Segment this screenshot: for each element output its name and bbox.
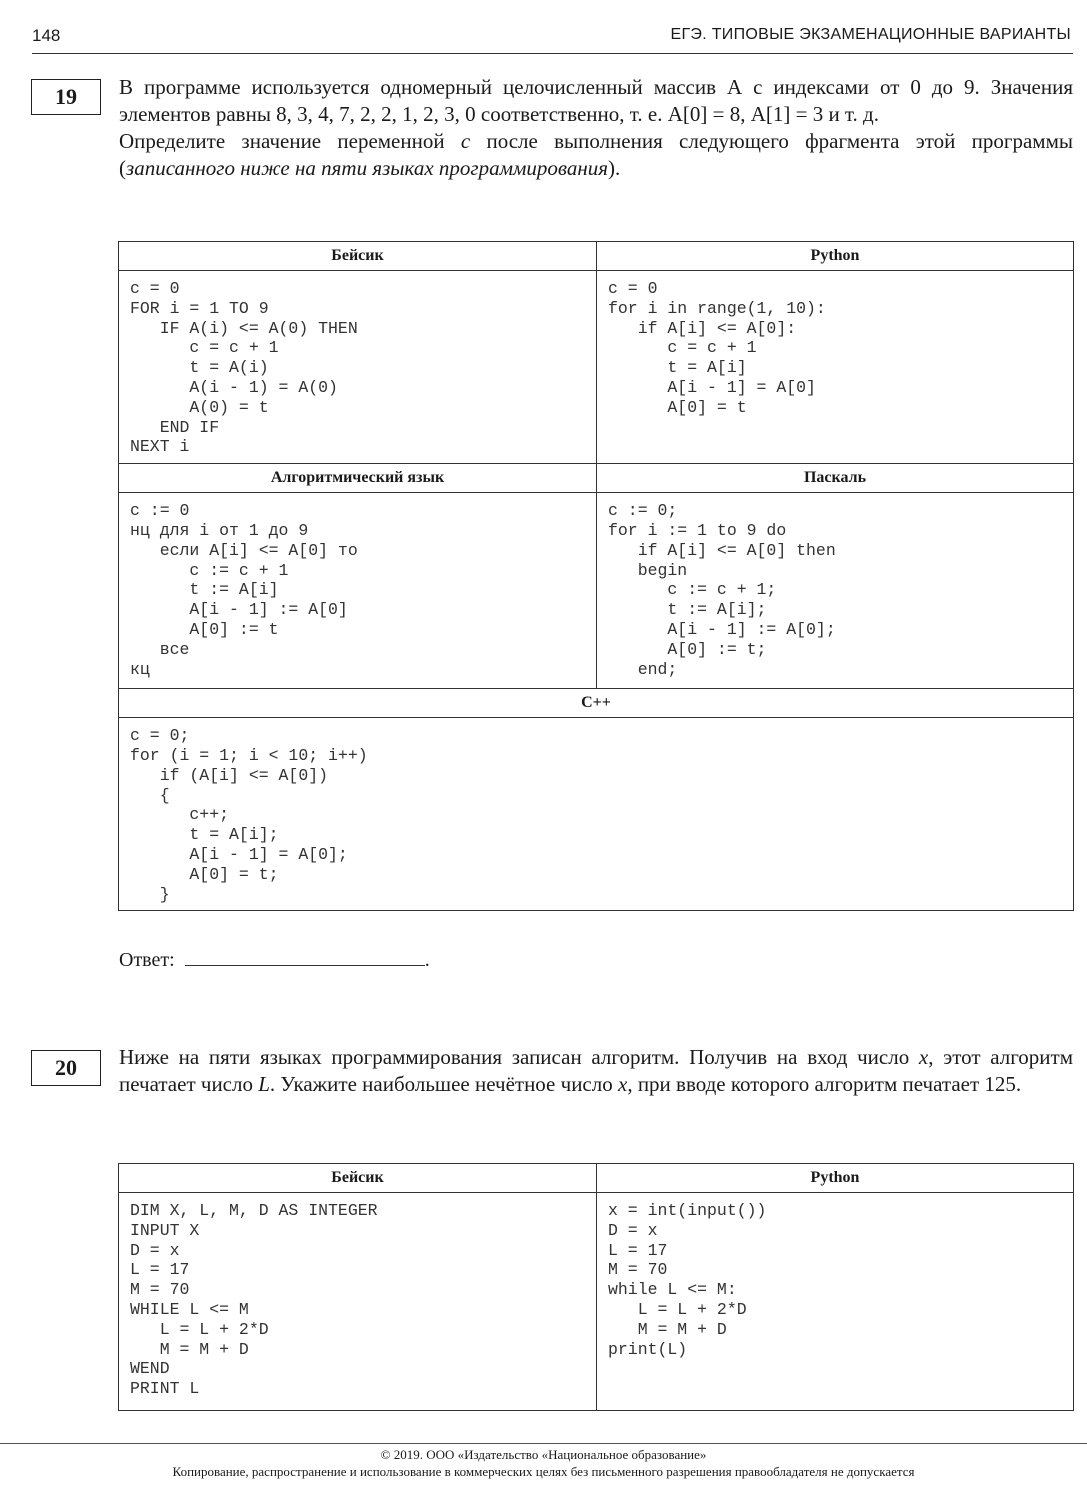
text-run: Определите значение переменной xyxy=(119,129,461,153)
code-python: x = int(input()) D = x L = 17 M = 70 while L <= M: L = L + 2*D M = M + D print(L) xyxy=(608,1201,767,1359)
task-19-paragraph-2 xyxy=(119,128,1073,182)
text-run: Ниже на пяти языках программирования записан алгоритм. Получив на вход число xyxy=(119,1045,919,1069)
italic-note: записанного ниже на пяти языках программирования xyxy=(126,156,609,180)
code-basic: DIM X, L, M, D AS INTEGER INPUT X D = x L = 17 M = 70 WHILE L <= M L = L + 2*D M = M + D WEND PRINT L xyxy=(130,1201,378,1399)
header-basic: Бейсик xyxy=(119,1164,597,1193)
code-algorithmic: c := 0 нц для i от 1 до 9 если A[i] <= A[0] то c := c + 1 t := A[i] A[i - 1] := A[0] A[0] := t все кц xyxy=(130,501,358,679)
header-algorithmic: Алгоритмический язык xyxy=(119,464,597,493)
text-run: , этот алгоритм печатает число xyxy=(119,1045,1073,1096)
variable-L: L xyxy=(258,1072,270,1096)
variable-x: x xyxy=(617,1072,628,1096)
header-pascal: Паскаль xyxy=(597,464,1074,493)
header-python: Python xyxy=(597,1164,1074,1193)
header-python: Python xyxy=(597,242,1074,271)
answer-blank[interactable] xyxy=(185,947,425,966)
answer-field xyxy=(119,947,430,972)
header-basic: Бейсик xyxy=(119,242,597,271)
running-title: ЕГЭ. ТИПОВЫЕ ЭКЗАМЕНАЦИОННЫЕ ВАРИАНТЫ xyxy=(670,26,1071,43)
variable-c: c xyxy=(460,129,471,153)
header-cpp: C++ xyxy=(119,689,1074,718)
task-20-number: 20 xyxy=(31,1050,101,1086)
task-19-paragraph-1: В программе используется одномерный целочисленный массив А с индексами от 0 до 9. Значения элементов равны 8, 3, 4, 7, 2, 2, 1, 2, 3, 0 соответственно, т. е. А[0] = 8, А[1] = 3 и т. д. xyxy=(119,75,1073,126)
task-20-code-table xyxy=(118,1163,1074,1411)
text-run: . Укажите наибольшее нечётное число xyxy=(269,1072,618,1096)
task-20-statement xyxy=(119,1044,1073,1098)
task-19-number: 19 xyxy=(31,79,101,115)
variable-x: x xyxy=(918,1045,929,1069)
text-run: после выполнения следующего фрагмента этой программы ( xyxy=(119,129,1073,180)
task-19-code-table xyxy=(118,241,1074,911)
footer-copyright: © 2019. ООО «Издательство «Национальное образование» xyxy=(380,1447,707,1462)
code-pascal: c := 0; for i := 1 to 9 do if A[i] <= A[0] then begin c := c + 1; t := A[i]; A[i - 1] := A[0]; A[0] := t; end; xyxy=(608,501,836,679)
code-python: c = 0 for i in range(1, 10): if A[i] <= A[0]: c = c + 1 t = A[i] A[i - 1] = A[0] A[0] = t xyxy=(608,279,826,417)
header-divider xyxy=(32,53,1073,54)
text-run: , при вводе которого алгоритм печатает 125. xyxy=(627,1072,1022,1096)
answer-period: . xyxy=(424,949,430,971)
task-19-statement xyxy=(119,74,1073,182)
answer-label: Ответ: xyxy=(119,949,175,971)
code-basic: c = 0 FOR i = 1 TO 9 IF A(i) <= A(0) THEN c = c + 1 t = A(i) A(i - 1) = A(0) A(0) = t END IF NEXT i xyxy=(130,279,358,457)
footer-divider xyxy=(0,1443,1087,1444)
text-run: ). xyxy=(608,156,621,180)
footer-notice: Копирование, распространение и использование в коммерческих целях без письменного разрешения правообладателя не допускается xyxy=(172,1464,915,1479)
code-cpp: c = 0; for (i = 1; i < 10; i++) if (A[i] <= A[0]) { c++; t = A[i]; A[i - 1] = A[0]; A[0] = t; } xyxy=(130,726,368,904)
page-number: 148 xyxy=(32,26,61,45)
